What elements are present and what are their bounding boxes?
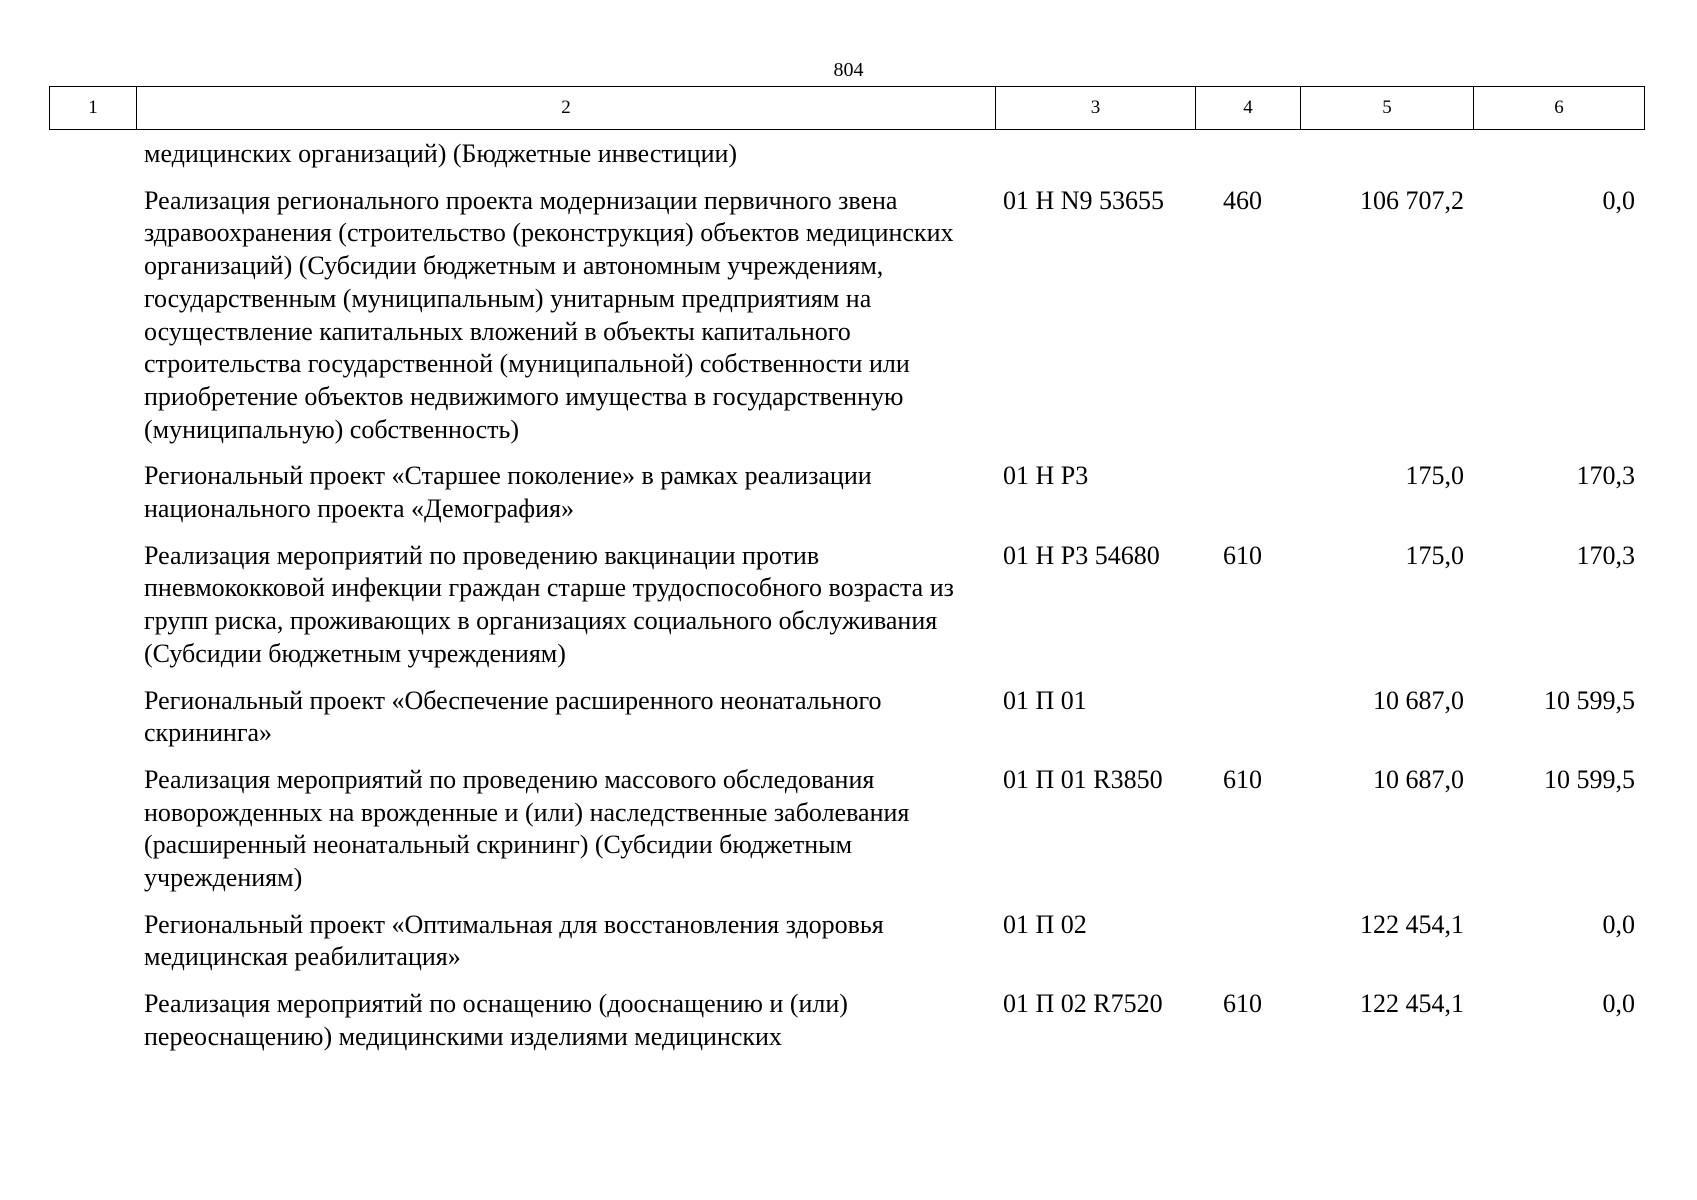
table-row (49, 764, 1644, 909)
column-header-6: 6 (1474, 87, 1645, 130)
budget-table (49, 138, 1644, 1068)
row-value-2: 0,0 (1602, 989, 1635, 1019)
column-header-4: 4 (1196, 87, 1301, 130)
row-value-2: 0,0 (1602, 909, 1635, 939)
row-name: Реализация мероприятий по проведению вакцинации против пневмококковой инфекции граждан старше трудоспособного возраста из групп риска, проживающих в организациях социального обслуживания (Субсидии бюджетным учреждениям) (144, 540, 954, 668)
row-name: Реализация регионального проекта модернизации первичного звена здравоохранения (строительство (реконструкция) объектов медицинских организаций) (Субсидии бюджетным и автономным учреждениям, государственным (муниципальным) унитарным предприятиям на осуществление капитальных вложений в объекты капитального строительства государственной (муниципальной) собственности или приобретение объектов недвижимого имущества в государственную (муниципальную) собственность) (144, 185, 954, 444)
row-value-2 (1473, 138, 1644, 185)
row-code: 01 Н P3 54680 (1003, 540, 1160, 570)
row-value-1: 10 687,0 (1373, 764, 1464, 794)
table-row (49, 988, 1644, 1067)
row-type (1195, 685, 1300, 764)
row-name: Региональный проект «Оптимальная для восстановления здоровья медицинская реабилитация» (144, 909, 884, 972)
row-type: 460 (1223, 185, 1262, 215)
row-value-1: 106 707,2 (1360, 185, 1464, 215)
row-name: Региональный проект «Старшее поколение» в рамках реализации национального проекта «Демография» (144, 461, 872, 524)
column-header-2: 2 (137, 87, 996, 130)
row-code: 01 П 02 R7520 (1003, 989, 1163, 1019)
column-header-row (50, 87, 1645, 130)
row-type: 610 (1223, 764, 1262, 794)
table-row (49, 185, 1644, 461)
row-code: 01 П 01 (1003, 685, 1087, 715)
row-value-2: 170,3 (1576, 461, 1635, 491)
row-type (1195, 460, 1300, 539)
column-header-3: 3 (996, 87, 1196, 130)
row-name: Реализация мероприятий по оснащению (дооснащению и (или) переоснащению) медицинскими изделиями медицинских (144, 989, 848, 1051)
row-value-1: 10 687,0 (1373, 685, 1464, 715)
row-value-1: 175,0 (1405, 540, 1464, 570)
column-header-5: 5 (1301, 87, 1474, 130)
row-name: Реализация мероприятий по проведению массового обследования новорожденных на врожденные и (или) наследственные заболевания (расширенный неонатальный скрининг) (Субсидии бюджетным учреждениям) (144, 764, 910, 893)
table-row (49, 909, 1644, 988)
table-row (49, 685, 1644, 764)
row-code (995, 138, 1195, 185)
table-row (49, 540, 1644, 685)
row-value-1: 122 454,1 (1360, 909, 1464, 939)
row-value-1: 122 454,1 (1360, 989, 1464, 1019)
row-name: Региональный проект «Обеспечение расширенного неонатального скрининга» (144, 685, 882, 748)
row-value-1: 175,0 (1405, 461, 1464, 491)
row-type (1195, 138, 1300, 185)
page-number: 804 (833, 59, 864, 81)
row-value-2: 10 599,5 (1544, 685, 1635, 715)
row-code: 01 П 02 (1003, 909, 1087, 939)
row-type: 610 (1223, 540, 1262, 570)
row-type (1195, 909, 1300, 988)
row-value-2: 0,0 (1602, 185, 1635, 215)
table-row (49, 460, 1644, 539)
row-code: 01 П 01 R3850 (1003, 764, 1163, 794)
column-header-table (49, 86, 1645, 130)
row-code: 01 Н N9 53655 (1003, 185, 1165, 215)
row-code: 01 Н P3 (1003, 461, 1089, 491)
column-header-1: 1 (50, 87, 137, 130)
row-name: медицинских организаций) (Бюджетные инвестиции) (144, 139, 738, 168)
row-value-2: 170,3 (1576, 540, 1635, 570)
row-value-1 (1300, 138, 1473, 185)
row-type: 610 (1223, 989, 1262, 1019)
table-row (49, 138, 1644, 185)
row-value-2: 10 599,5 (1544, 764, 1635, 794)
